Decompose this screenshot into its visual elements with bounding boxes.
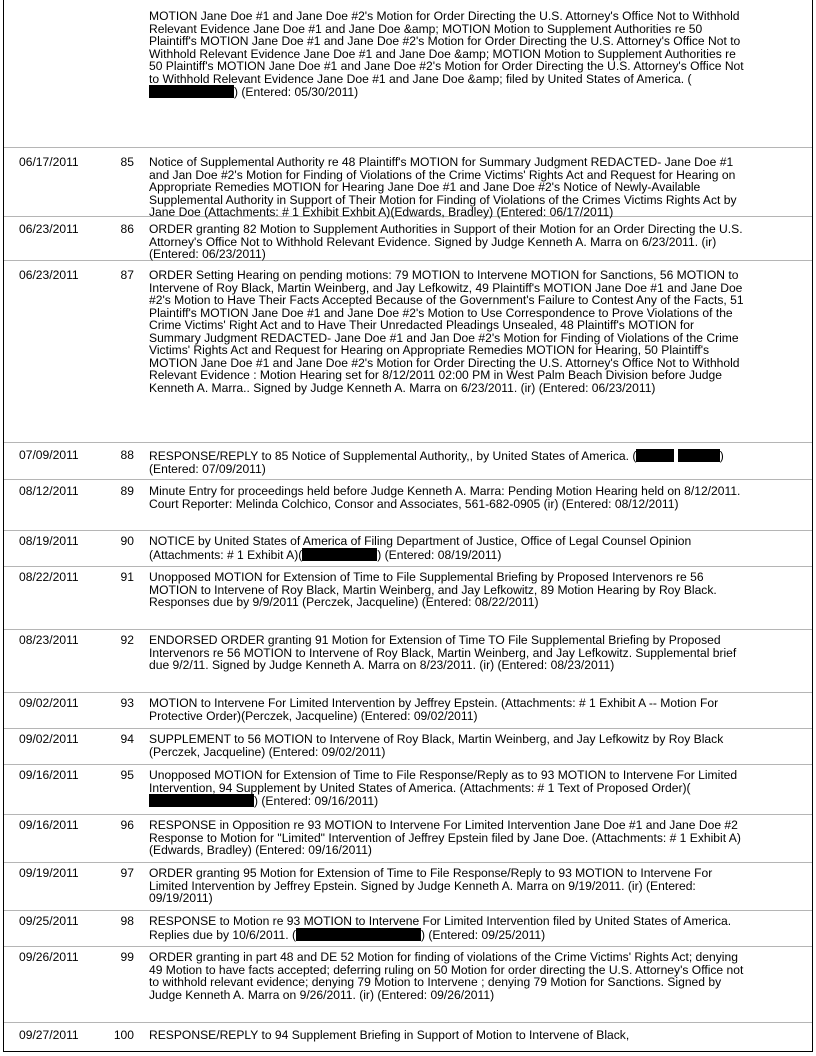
docket-entry: [4, 148, 812, 217]
docket-entry: [4, 863, 812, 911]
docket-entry-number: 86: [120, 222, 134, 236]
docket-entry-number: 98: [120, 914, 134, 928]
docket-entry-text: Minute Entry for proceedings held before Judge Kenneth A. Marra: Pending Motion Hearing held on 8/12/2011. Court Reporter: Melinda Colchico, Consor and Associates, 561-682-0905 (ir) (Entered: 08/12/2011): [149, 484, 741, 511]
docket-entry: [4, 0, 812, 148]
docket-entry-date: 09/16/2011: [19, 768, 79, 782]
docket-entry: [4, 217, 812, 261]
docket-entry: [4, 261, 812, 443]
docket-entry-date: 08/23/2011: [19, 633, 79, 647]
docket-entry-date: 09/19/2011: [19, 866, 79, 880]
docket-entry-text: MOTION Jane Doe #1 and Jane Doe #2's Motion for Order Directing the U.S. Attorney's Office Not to Withhold Relevant Evidence Jane Doe #1 and Jane Doe &amp; MOTION Motion to Supplement Authorities re 50 Plaintiff's MOTION Jane Doe #1 and Jane Doe #2's Motion for Order Directing the U.S. Attorney's Office Not to Withhold Relevant Evidence Jane Doe #1 and Jane Doe &amp; MOTION Motion to Supplement Authorities re 50 Plaintiff's MOTION Jane Doe #1 and Jane Doe #2's Motion for Order Directing the U.S. Attorney's Office Not to Withhold Relevant Evidence Jane Doe #1 and Jane Doe &amp; filed by United States of America. () (Entered: 05/30/2011): [149, 9, 744, 99]
docket-entry-date: 08/19/2011: [19, 534, 79, 548]
docket-entry: [4, 765, 812, 815]
docket-entry-text: SUPPLEMENT to 56 MOTION to Intervene of Roy Black, Martin Weinberg, and Jay Lefkowitz by Roy Black (Perczek, Jacqueline) (Entered: 09/02/2011): [149, 732, 724, 759]
docket-entry-text: Unopposed MOTION for Extension of Time to File Supplemental Briefing by Proposed Intervenors re 56 MOTION to Intervene of Roy Black, Martin Weinberg, and Jay Lefkowitz, 89 Motion Hearing by Roy Black. Responses due by 9/9/2011 (Perczek, Jacqueline) (Entered: 08/22/2011): [149, 570, 717, 609]
docket-entry-text: RESPONSE/REPLY to 94 Supplement Briefing in Support of Motion to Intervene of Black,: [149, 1028, 630, 1042]
redaction-block: [296, 928, 421, 941]
docket-entry-number: 94: [120, 732, 134, 746]
docket-entry-date: 08/22/2011: [19, 570, 79, 584]
docket-entry-text: Notice of Supplemental Authority re 48 Plaintiff's MOTION for Summary Judgment REDACTED- Jane Doe #1 and Jan Doe #2's Motion for Finding of Violations of the Crime Victims' Rights Act and Request for Hearing on Appropriate Remedies MOTION for Hearing Jane Doe #1 and Jane Doe #2's Notice of Newly-Available Supplemental Authority in Support of Their Motion for Finding of Violations of the Crimes Victims Rights Act by Jane Doe (Attachments: # 1 Exhibit Exhbit A)(Edwards, Bradley) (Entered: 06/17/2011): [149, 155, 737, 219]
docket-entry: [4, 443, 812, 480]
docket-entry-date: 09/26/2011: [19, 950, 79, 964]
docket-entry: [4, 815, 812, 863]
docket-entry-date: 09/27/2011: [19, 1028, 79, 1042]
docket-entry-text: RESPONSE/REPLY to 85 Notice of Supplemental Authority,, by United States of America. ( ) (Entered: 07/09/2011): [149, 449, 724, 476]
docket-entry: [4, 947, 812, 1023]
docket-entry: [4, 729, 812, 765]
docket-entry-date: 08/12/2011: [19, 484, 79, 498]
docket-entry-date: 06/17/2011: [19, 155, 79, 169]
docket-entry-number: 90: [120, 534, 134, 548]
docket-entry-number: 95: [120, 768, 134, 782]
docket-entry-number: 87: [120, 268, 134, 282]
docket-entry-text: NOTICE by United States of America of Filing Department of Justice, Office of Legal Counsel Opinion (Attachments: # 1 Exhibit A)( ) (Entered: 08/19/2011): [149, 534, 692, 562]
docket-entry: [4, 911, 812, 947]
docket-entry-number: 91: [120, 570, 134, 584]
docket-entry-number: 89: [120, 484, 134, 498]
docket-entry-date: 06/23/2011: [19, 222, 79, 236]
redaction-block: [302, 548, 377, 561]
docket-entry-text: ORDER Setting Hearing on pending motions: 79 MOTION to Intervene MOTION for Sanctions, 56 MOTION to Intervene of Roy Black, Martin Weinberg, and Jay Lefkowitz, 49 Plaintiff's MOTION Jane Doe #1 and Jane Doe #2's Motion to Have Their Facts Accepted Because of the Government's Failure to Contest Any of the Facts, 51 Plaintiff's MOTION Jane Doe #1 and Jane Doe #2's Motion to Use Correspondence to Prove Violations of the Crime Victims' Right Act and to Have Their Unredacted Pleadings Unsealed, 48 Plaintiff's MOTION for Summary Judgment REDACTED- Jane Doe #1 and Jan Doe #2's Motion for Finding of Violations of the Crime Victims' Rights Act and Request for Hearing on Appropriate Remedies MOTION for Hearing, 50 Plaintiff's MOTION Jane Doe #1 and Jane Doe #2's Motion for Order Directing the U.S. Attorney's Office Not to Withhold Relevant Evidence : Motion Hearing set for 8/12/2011 02:00 PM in West Palm Beach Division before Judge Kenneth A. Marra.. Signed by Judge Kenneth A. Marra on 6/23/2011. (ir) (Entered: 06/23/2011): [149, 268, 744, 395]
docket-entry-text: ORDER granting 95 Motion for Extension of Time to File Response/Reply to 93 MOTION to Intervene For Limited Intervention by Jeffrey Epstein. Signed by Judge Kenneth A. Marra on 9/19/2011. (ir) (Entered: 09/19/2011): [149, 866, 713, 905]
docket-entry-date: 09/25/2011: [19, 914, 79, 928]
docket-entry: [4, 567, 812, 630]
docket-entry: [4, 630, 812, 693]
docket-entry: [4, 480, 812, 531]
docket-entry-text: Unopposed MOTION for Extension of Time to File Response/Reply as to 93 MOTION to Intervene For Limited Intervention, 94 Supplement by United States of America. (Attachments: # 1 Text of Proposed Order)() (Entered: 09/16/2011): [149, 768, 738, 808]
docket-entry: [4, 693, 812, 729]
docket-entry-number: 88: [120, 448, 134, 462]
docket-entry: [4, 1023, 812, 1052]
docket-entry-number: 100: [113, 1028, 134, 1042]
docket-entry-date: 06/23/2011: [19, 268, 79, 282]
docket-page: [3, 0, 813, 1052]
docket-entry: [4, 531, 812, 567]
docket-entry-date: 09/02/2011: [19, 732, 79, 746]
docket-entry-number: 97: [120, 866, 134, 880]
docket-entry-text: MOTION to Intervene For Limited Intervention by Jeffrey Epstein. (Attachments: # 1 Exhibit A -- Motion For Protective Order)(Perczek, Jacqueline) (Entered: 09/02/2011): [149, 696, 719, 723]
docket-entry-text: ENDORSED ORDER granting 91 Motion for Extension of Time TO File Supplemental Briefing by Proposed Intervenors re 56 MOTION to Intervene of Roy Black, Martin Weinberg, and Jay Lefkowitz. Supplemental brief due 9/2/11. Signed by Judge Kenneth A. Marra on 8/23/2011. (ir) (Entered: 08/23/2011): [149, 633, 737, 672]
docket-entry-text: RESPONSE to Motion re 93 MOTION to Intervene For Limited Intervention filed by United States of America. Replies due by 10/6/2011. ( ) (Entered: 09/25/2011): [149, 914, 732, 942]
redaction-block: [636, 449, 674, 462]
docket-entry-number: 99: [120, 950, 134, 964]
docket-entry-number: 96: [120, 818, 134, 832]
docket-entry-text: ORDER granting 82 Motion to Supplement Authorities in Support of their Motion for an Order Directing the U.S. Attorney's Office Not to Withhold Relevant Evidence. Signed by Judge Kenneth A. Marra on 6/23/2011. (ir) (Entered: 06/23/2011): [149, 222, 743, 261]
docket-entry-number: 92: [120, 633, 134, 647]
docket-entry-date: 09/16/2011: [19, 818, 79, 832]
redaction-block: [678, 449, 720, 462]
docket-entry-date: 09/02/2011: [19, 696, 79, 710]
docket-entry-number: 85: [120, 155, 134, 169]
docket-entry-date: 07/09/2011: [19, 448, 79, 462]
redaction-block: [149, 85, 234, 98]
docket-entry-text: RESPONSE in Opposition re 93 MOTION to Intervene For Limited Intervention Jane Doe #1 and Jane Doe #2 Response to Motion for "Limited" Intervention of Jeffrey Epstein filed by Jane Doe. (Attachments: # 1 Exhibit A)(Edwards, Bradley) (Entered: 09/16/2011): [149, 818, 741, 857]
docket-entry-number: 93: [120, 696, 134, 710]
docket-entry-text: ORDER granting in part 48 and DE 52 Motion for finding of violations of the Crime Victims' Rights Act; denying 49 Motion to have facts accepted; deferring ruling on 50 Motion for order directing the U.S. Attorney's Office not to withhold relevant evidence; denying 79 Motion to Intervene ; denying 79 Motion for Sanctions. Signed by Judge Kenneth A. Marra on 9/26/2011. (ir) (Entered: 09/26/2011): [149, 950, 744, 1002]
redaction-block: [149, 794, 254, 807]
